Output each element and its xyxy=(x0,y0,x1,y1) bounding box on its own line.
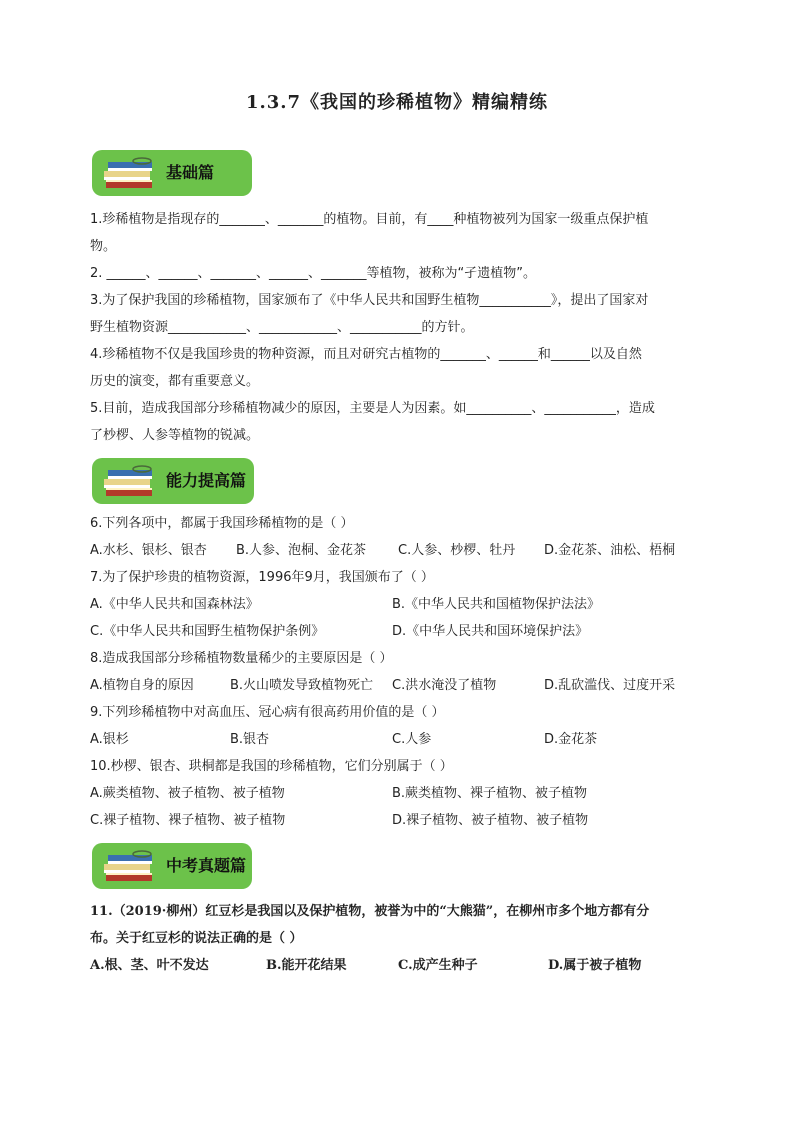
option: C.人参 xyxy=(392,732,432,747)
question-11: 11.（2019·柳州）红豆杉是我国以及保护植物，被誉为中的“大熊猫”，在柳州市多个地方都有分 xyxy=(90,904,650,919)
section-badge-exam xyxy=(92,843,252,889)
question-10: 10.杪椤、银杏、珙桐都是我国的珍稀植物，它们分别属于（ ） xyxy=(90,759,453,774)
option: B.人参、泡桐、金花茶 xyxy=(236,543,367,558)
option: C.裸子植物、裸子植物、被子植物 xyxy=(90,813,286,828)
option: A.植物自身的原因 xyxy=(90,678,194,693)
option: D.金花茶、油松、梧桐 xyxy=(544,543,676,558)
question-6: 6.下列各项中，都属于我国珍稀植物的是（ ） xyxy=(90,516,354,531)
option: D.金花茶 xyxy=(544,732,598,747)
option: C.人参、杪椤、牡丹 xyxy=(398,543,516,558)
option: D.《中华人民共和国环境保护法》 xyxy=(392,624,589,639)
option: B.《中华人民共和国植物保护法法》 xyxy=(392,597,601,612)
option: C.成产生种子 xyxy=(398,958,478,973)
option: B.火山喷发导致植物死亡 xyxy=(230,678,374,693)
option: A.银杉 xyxy=(90,732,129,747)
section-badge-advanced xyxy=(92,458,254,504)
page-title: 1.3.7《我国的珍稀植物》精编精练 xyxy=(245,92,549,113)
basic-line: 3.为了保护我国的珍稀植物，国家颁布了《中华人民共和国野生植物___________》，提出了国家对 xyxy=(90,293,649,308)
section-label: 能力提高篇 xyxy=(166,471,247,490)
books-icon xyxy=(102,156,160,190)
basic-line: 4.珍稀植物不仅是我国珍贵的物种资源，而且对研究古植物的_______、______和______以及自然 xyxy=(90,347,642,362)
option: B.银杏 xyxy=(230,732,270,747)
option: D.乱砍滥伐、过度开采 xyxy=(544,678,676,693)
basic-line: 5.目前，造成我国部分珍稀植物减少的原因，主要是人为因素。如__________、___________，造成 xyxy=(90,401,655,416)
basic-line: 了杪椤、人参等植物的锐减。 xyxy=(90,428,260,443)
basic-line: 历史的演变，都有重要意义。 xyxy=(90,374,260,389)
basic-line: 2. ______、______、_______、______、_______等植物，被称为“孑遗植物”。 xyxy=(90,266,537,281)
basic-line: 物。 xyxy=(90,239,117,254)
question-11-cont: 布。关于红豆杉的说法正确的是（ ） xyxy=(90,931,303,946)
option: C.洪水淹没了植物 xyxy=(392,678,497,693)
books-icon xyxy=(102,464,160,498)
option: D.裸子植物、被子植物、被子植物 xyxy=(392,813,589,828)
section-label: 基础篇 xyxy=(166,163,215,182)
books-icon xyxy=(102,849,160,883)
section-label: 中考真题篇 xyxy=(166,856,247,875)
question-9: 9.下列珍稀植物中对高血压、冠心病有很高药用价值的是（ ） xyxy=(90,705,445,720)
option: C.《中华人民共和国野生植物保护条例》 xyxy=(90,624,325,639)
option: A.蕨类植物、被子植物、被子植物 xyxy=(90,786,285,801)
option: A.水杉、银杉、银杏 xyxy=(90,543,207,558)
basic-line: 野生植物资源____________、____________、___________的方针。 xyxy=(90,320,474,335)
option: A.《中华人民共和国森林法》 xyxy=(90,597,259,612)
section-badge-basic xyxy=(92,150,252,196)
option: D.属于被子植物 xyxy=(548,958,642,973)
question-7: 7.为了保护珍贵的植物资源，1996年9月，我国颁布了（ ） xyxy=(90,570,434,585)
basic-line: 1.珍稀植物是指现存的_______、_______的植物。目前，有____种植物被列为国家一级重点保护植 xyxy=(90,212,649,227)
option: B.蕨类植物、裸子植物、被子植物 xyxy=(392,786,588,801)
question-8: 8.造成我国部分珍稀植物数量稀少的主要原因是（ ） xyxy=(90,651,393,666)
option: A.根、茎、叶不发达 xyxy=(90,958,209,973)
option: B.能开花结果 xyxy=(266,958,347,973)
